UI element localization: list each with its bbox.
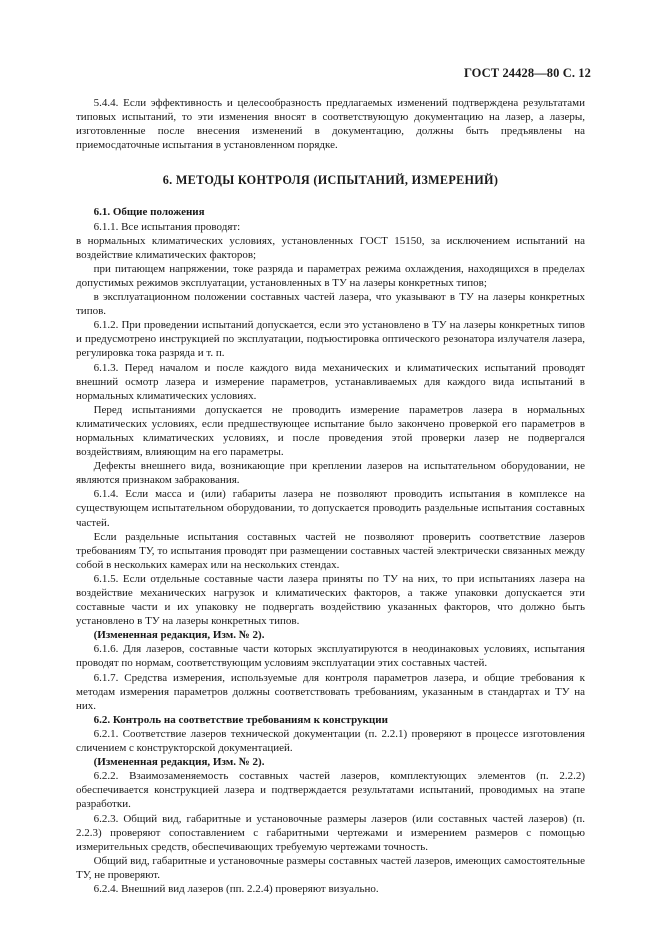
- paragraph-6-1-1: 6.1.1. Все испытания проводят:: [93, 220, 241, 233]
- revision-note-1: (Измененная редакция, Изм. № 2).: [93, 629, 265, 642]
- page-header: ГОСТ 24428—80 С. 12: [463, 66, 591, 80]
- paragraph-6-1-3: 6.1.3. Перед началом и после каждого вида механических и климатических испытаний проводят внешний осмотр лазера и измерение параметров, устанавливаемых для каждого вида испытаний в нормальных климатических условиях.: [76, 361, 585, 402]
- paragraph-6-1-7: 6.1.7. Средства измерения, используемые для контроля параметров лазера, и общие требования к методам измерения параметров должны соответствовать требованиям, указанным в стандартах и ТУ на них.: [76, 671, 585, 712]
- page-content: [76, 96, 585, 896]
- paragraph-6-1-4-a: Если раздельные испытания составных частей не позволяют проверить соответствие лазеров требованиям ТУ, то испытания проводят при размещении составных частей электрически связанных между собой в нескольких камерах или на нескольких стендах.: [76, 530, 585, 571]
- paragraph-6-1-5: 6.1.5. Если отдельные составные части лазера приняты по ТУ на них, то при испытаниях лазера на воздействие механических нагрузок и климатических факторов, а также упаковки допускается эти составные части и их упаковку не подвергать воздействию указанных факторов, что должно быть установлено в ТУ на лазеры конкретных типов.: [76, 572, 585, 628]
- paragraph-6-2-2: 6.2.2. Взаимозаменяемость составных частей лазеров, комплектующих элементов (п. 2.2.2) обеспечивается конструкцией лазера и подтверждается результатами испытаний, проводимых на этапе разработки.: [76, 770, 585, 811]
- paragraph-6-1-1-b: при питающем напряжении, токе разряда и параметрах режима охлаждения, находящихся в пределах допустимых режимов эксплуатации, установленных в ТУ на лазеры конкретных типов;: [76, 262, 585, 289]
- paragraph-6-1-1-c: в эксплуатационном положении составных частей лазера, что указывают в ТУ на лазеры конкретных типов.: [76, 291, 585, 318]
- paragraph-6-1-3-a: Перед испытаниями допускается не проводить измерение параметров лазера в нормальных климатических условиях, если предшествующее испытание было закончено проверкой его параметров в нормальных климатических условиях, и после проведения этой проверки лазер не подвергался воздействиям, влияющим на его параметры.: [76, 403, 585, 459]
- paragraph-6-1-2: 6.1.2. При проведении испытаний допускается, если это установлено в ТУ на лазеры конкретных типов и предусмотрено инструкцией по эксплуатации, подъюстировка оптического резонатора излучателя лазера, регулировка тока разряда и т. п.: [76, 319, 585, 360]
- paragraph-6-2-3: 6.2.3. Общий вид, габаритные и установочные размеры лазеров (или составных частей лазеров) (п. 2.2.3) проверяют сопоставлением с габаритными чертежами и измерением размеров с помощью измерительных средств, обеспечивающих требуемую чертежами точность.: [76, 812, 585, 853]
- paragraph-6-1-1-a: в нормальных климатических условиях, установленных ГОСТ 15150, за исключением испытаний на воздействие климатических факторов;: [76, 234, 585, 261]
- subsection-heading-6-1: 6.1. Общие положения: [93, 206, 205, 219]
- paragraph-6-2-1: 6.2.1. Соответствие лазеров технической документации (п. 2.2.1) проверяют в процессе изготовления сличением с конструкторской документацией.: [76, 727, 585, 755]
- paragraph-6-1-6: 6.1.6. Для лазеров, составные части которых эксплуатируются в неодинаковых условиях, испытания проводят по нормам, соответствующим условиям эксплуатации этих составных частей.: [76, 643, 585, 670]
- paragraph-6-2-3-a: Общий вид, габаритные и установочные размеры составных частей лазеров, имеющих самостоятельные ТУ, не проверяют.: [76, 854, 585, 881]
- paragraph-6-1-4: 6.1.4. Если масса и (или) габариты лазера не позволяют проводить испытания в комплексе на существующем испытательном оборудовании, то допускается проводить раздельные испытания составных частей.: [76, 488, 585, 529]
- revision-note-2: (Измененная редакция, Изм. № 2).: [93, 756, 265, 769]
- paragraph-5-4-4: 5.4.4. Если эффективность и целесообразность предлагаемых изменений подтверждена результатами типовых испытаний, то эти изменения вносят в соответствующую документацию на лазер, а лазеры, изготовленные после внесения изменений в документацию, должны быть предъявлены на приемосдаточные испытания в установленном порядке.: [76, 97, 585, 152]
- paragraph-6-1-3-b: Дефекты внешнего вида, возникающие при креплении лазеров на испытательном оборудовании, не являются признаком забракования.: [76, 460, 585, 487]
- paragraph-6-2-4: 6.2.4. Внешний вид лазеров (пп. 2.2.4) проверяют визуально.: [93, 882, 379, 895]
- subsection-heading-6-2: 6.2. Контроль на соответствие требованиям к конструкции: [93, 713, 388, 726]
- section-title: 6. МЕТОДЫ КОНТРОЛЯ (ИСПЫТАНИЙ, ИЗМЕРЕНИЙ): [162, 173, 499, 188]
